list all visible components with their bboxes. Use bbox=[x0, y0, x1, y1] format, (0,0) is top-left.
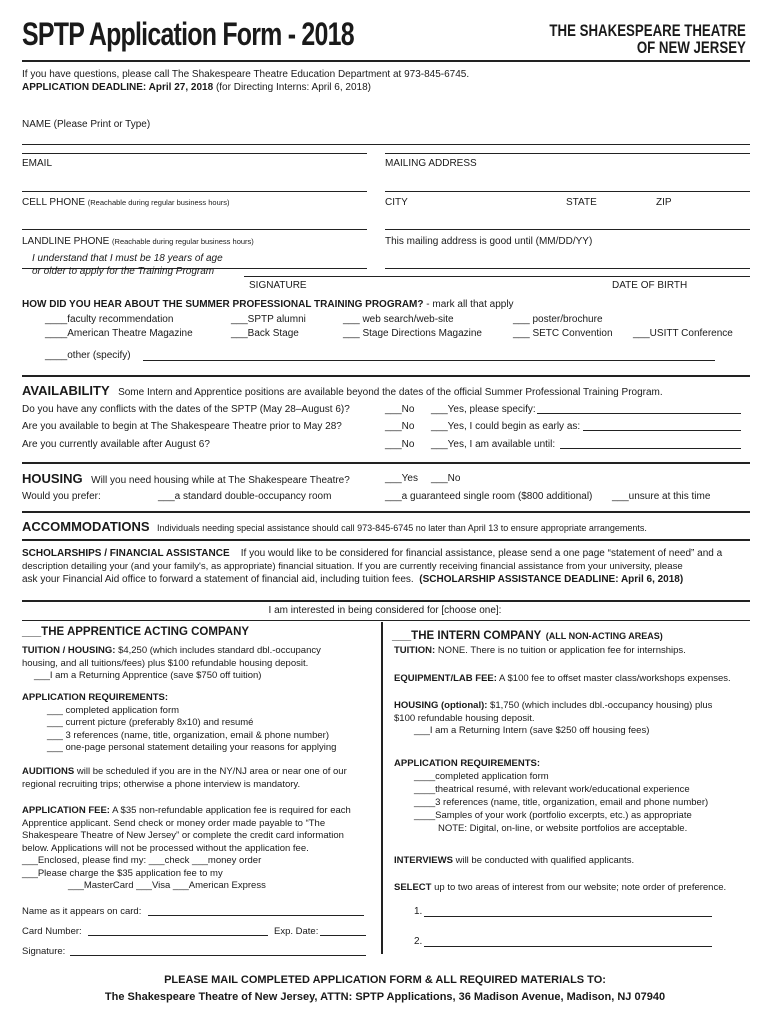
intern-tuition-label: TUITION: bbox=[394, 645, 436, 656]
interest-rule bbox=[22, 600, 750, 602]
availability-q1-no[interactable]: ___No bbox=[385, 404, 415, 415]
interest-prompt: I am interested in being considered for [choose one]: bbox=[268, 605, 502, 616]
intern-equipment-text: A $100 fee to offset master class/workshops expenses. bbox=[499, 673, 731, 684]
hear-back-stage[interactable]: ___Back Stage bbox=[231, 328, 299, 339]
fee-enclosed[interactable]: ___Enclosed, please find my: ___check ___money order bbox=[22, 855, 262, 866]
hear-faculty[interactable]: ____faculty recommendation bbox=[45, 314, 174, 325]
auditions-line-2: regional recruiting trips; otherwise a phone interview is mandatory. bbox=[22, 778, 301, 790]
housing-heading: HOUSING bbox=[22, 471, 83, 486]
apprentice-auditions bbox=[22, 766, 377, 791]
landline-field-top bbox=[22, 229, 367, 230]
intern-heading[interactable]: ___THE INTERN COMPANY bbox=[392, 630, 542, 642]
city-label: CITY bbox=[385, 197, 408, 208]
accommodations-heading: ACCOMMODATIONS bbox=[22, 519, 150, 534]
intern-equipment-label: EQUIPMENT/LAB FEE: bbox=[394, 673, 497, 684]
hear-poster[interactable]: ___ poster/brochure bbox=[513, 314, 603, 325]
availability-q2-yes[interactable]: ___Yes, I could begin as early as: bbox=[431, 421, 581, 432]
footer-line-1: PLEASE MAIL COMPLETED APPLICATION FORM & ALL REQUIRED MATERIALS TO: bbox=[164, 974, 606, 986]
availability-q2-field[interactable] bbox=[583, 430, 741, 431]
intern-interviews-text: will be conducted with qualified applicants. bbox=[455, 855, 635, 866]
housing-question: Will you need housing while at The Shakespeare Theatre? bbox=[91, 475, 350, 486]
intern-req-2[interactable]: ____theatrical resumé, with relevant work/educational experience bbox=[414, 784, 690, 795]
scholarships-line-1: If you would like to be considered for financial assistance, please send a one page “statement of need” and a bbox=[240, 548, 723, 559]
intern-req-4[interactable]: ____Samples of your work (portfolio excerpts, etc.) as appropriate bbox=[414, 810, 692, 821]
housing-rule bbox=[22, 462, 750, 464]
landline-label bbox=[22, 236, 254, 247]
apprentice-tuition-2: housing, and all tuitions/fees) plus $100 refundable housing deposit. bbox=[22, 657, 309, 669]
cell-phone-text: CELL PHONE bbox=[22, 197, 85, 208]
intern-heading-row bbox=[392, 626, 663, 644]
choice-2-label: 2. bbox=[414, 936, 423, 947]
intern-tuition bbox=[394, 645, 686, 656]
intern-interviews bbox=[394, 855, 634, 866]
availability-header bbox=[22, 382, 663, 400]
intern-requirements bbox=[394, 757, 750, 835]
city-state-zip-field[interactable] bbox=[385, 229, 750, 230]
housing-no[interactable]: ___No bbox=[431, 473, 461, 484]
availability-q1: Do you have any conflicts with the dates of the SPTP (May 28–August 6)? bbox=[22, 404, 350, 415]
hear-setc[interactable]: ___ SETC Convention bbox=[513, 328, 613, 339]
fee-line-2: Apprentice applicant. Send check or money order made payable to “The bbox=[22, 817, 326, 829]
intern-req-note: NOTE: Digital, on-line, or website portfolios are acceptable. bbox=[438, 823, 688, 834]
card-signature-label: Signature: bbox=[22, 946, 66, 957]
signature-field[interactable] bbox=[244, 276, 750, 277]
apprentice-heading[interactable]: ___THE APPRENTICE ACTING COMPANY bbox=[22, 626, 250, 638]
intern-select-label: SELECT bbox=[394, 882, 432, 893]
hear-other[interactable]: ____other (specify) bbox=[45, 350, 131, 361]
fee-card-types[interactable]: ___MasterCard ___Visa ___American Express bbox=[68, 880, 266, 891]
org-line-2: OF NEW JERSEY bbox=[636, 38, 746, 57]
cell-phone-label bbox=[22, 197, 230, 208]
apprentice-req-2[interactable]: ___ current picture (preferably 8x10) and resumé bbox=[47, 717, 254, 728]
apprentice-requirements bbox=[22, 692, 377, 755]
scholarships-line-3: ask your Financial Aid office to forward a statement of financial aid, including tuition fees. bbox=[22, 574, 414, 585]
housing-prefer: Would you prefer: bbox=[22, 491, 101, 502]
intern-returning[interactable]: ___I am a Returning Intern (save $250 off housing fees) bbox=[414, 725, 650, 736]
choice-2-field[interactable] bbox=[424, 946, 712, 947]
card-number-field[interactable] bbox=[88, 935, 268, 936]
apprentice-fee bbox=[22, 805, 377, 893]
hear-sptp-alumni[interactable]: ___SPTP alumni bbox=[231, 314, 306, 325]
cell-phone-note: (Reachable during regular business hours) bbox=[87, 198, 230, 207]
scholarships-block bbox=[22, 547, 750, 586]
hear-question-text: HOW DID YOU HEAR ABOUT THE SUMMER PROFESSIONAL TRAINING PROGRAM? bbox=[22, 299, 424, 310]
email-field[interactable] bbox=[22, 153, 367, 154]
availability-q1-field[interactable] bbox=[537, 413, 741, 414]
housing-double[interactable]: ___a standard double-occupancy room bbox=[158, 491, 332, 502]
fee-charge[interactable]: ___Please charge the $35 application fee to my bbox=[22, 867, 223, 879]
apprentice-tuition-label: TUITION / HOUSING: bbox=[22, 645, 116, 656]
availability-q2: Are you available to begin at The Shakespeare Theatre prior to May 28? bbox=[22, 421, 342, 432]
name-on-card-field[interactable] bbox=[148, 915, 364, 916]
availability-q1-yes[interactable]: ___Yes, please specify: bbox=[431, 404, 536, 415]
deadline bbox=[22, 82, 371, 93]
accommodations-header bbox=[22, 518, 647, 536]
availability-q3: Are you currently available after August 6? bbox=[22, 439, 210, 450]
availability-rule bbox=[22, 375, 750, 377]
name-on-card-label: Name as it appears on card: bbox=[22, 906, 142, 917]
housing-unsure[interactable]: ___unsure at this time bbox=[612, 491, 711, 502]
header-rule bbox=[22, 60, 750, 62]
hear-american-theatre[interactable]: ____American Theatre Magazine bbox=[45, 328, 193, 339]
landline-text: LANDLINE PHONE bbox=[22, 236, 110, 247]
name-field[interactable] bbox=[22, 144, 750, 145]
cell-phone-field[interactable] bbox=[22, 191, 367, 192]
accommodations-rule bbox=[22, 511, 750, 513]
availability-heading: AVAILABILITY bbox=[22, 383, 110, 398]
intern-housing-1: $1,750 (which includes dbl.-occupancy housing) plus bbox=[490, 700, 713, 711]
footer-line-2: The Shakespeare Theatre of New Jersey, ATTN: SPTP Applications, 36 Madison Avenue, Madison, NJ 07940 bbox=[104, 991, 666, 1003]
fee-line-1: A $35 non-refundable application fee is required for each bbox=[112, 805, 351, 816]
housing-yes[interactable]: ___Yes bbox=[385, 473, 418, 484]
apprentice-req-4[interactable]: ___ one-page personal statement detailing your reasons for applying bbox=[47, 742, 337, 753]
housing-header bbox=[22, 470, 350, 488]
deadline-label: APPLICATION DEADLINE: April 27, 2018 bbox=[22, 82, 214, 93]
availability-q2-no[interactable]: ___No bbox=[385, 421, 415, 432]
age-notice-line-2: or older to apply for the Training Program bbox=[32, 266, 215, 277]
org-line-1: THE SHAKESPEARE THEATRE bbox=[549, 21, 746, 40]
intern-housing-label: HOUSING (optional): bbox=[394, 700, 488, 711]
card-number-label: Card Number: bbox=[22, 926, 82, 937]
apprentice-tuition-1: $4,250 (which includes standard dbl.-occupancy bbox=[118, 645, 321, 656]
signature-label: SIGNATURE bbox=[249, 280, 307, 291]
mailing-address-field-2[interactable] bbox=[385, 191, 750, 192]
good-until-label: This mailing address is good until (MM/DD/YY) bbox=[385, 236, 593, 247]
intern-interviews-label: INTERVIEWS bbox=[394, 855, 453, 866]
intern-heading-note: (ALL NON-ACTING AREAS) bbox=[545, 631, 663, 641]
organization-name bbox=[550, 22, 746, 56]
mailing-address-field[interactable] bbox=[385, 153, 750, 154]
apprentice-tuition bbox=[22, 645, 377, 683]
hear-other-field[interactable] bbox=[143, 360, 715, 361]
availability-q3-no[interactable]: ___No bbox=[385, 439, 415, 450]
dob-label: DATE OF BIRTH bbox=[612, 280, 688, 291]
accommodations-text: Individuals needing special assistance should call 973-845-6745 no later than April 13 to ensure appropriate arrangements. bbox=[157, 523, 647, 533]
fee-label: APPLICATION FEE: bbox=[22, 805, 110, 816]
availability-intro: Some Intern and Apprentice positions are available beyond the dates of the official Summer Professional Training Program. bbox=[118, 387, 663, 398]
deadline-note: (for Directing Interns: April 6, 2018) bbox=[215, 82, 372, 93]
availability-q3-field[interactable] bbox=[560, 448, 741, 449]
apprentice-returning[interactable]: ___I am a Returning Apprentice (save $750 off tuition) bbox=[34, 670, 262, 681]
form-title: SPTP Application Form - 2018 bbox=[22, 16, 354, 52]
intern-housing-2: $100 refundable housing deposit. bbox=[394, 712, 535, 724]
state-label: STATE bbox=[566, 197, 597, 208]
housing-single[interactable]: ___a guaranteed single room ($800 additional) bbox=[385, 491, 593, 502]
intern-req-label: APPLICATION REQUIREMENTS: bbox=[394, 758, 541, 769]
hear-web[interactable]: ___ web search/web-site bbox=[343, 314, 454, 325]
exp-date-label: Exp. Date: bbox=[274, 926, 319, 937]
age-notice bbox=[32, 252, 223, 278]
hear-usitt[interactable]: ___USITT Conference bbox=[633, 328, 733, 339]
interest-rule-2 bbox=[22, 620, 750, 621]
scholarships-line-2: description detailing your (and your family's, as appropriate) financial situation. If you are currently receiving financial assistance from your university, please bbox=[22, 561, 683, 572]
availability-q3-yes[interactable]: ___Yes, I am available until: bbox=[431, 439, 556, 450]
intern-req-3[interactable]: ____3 references (name, title, organization, email and phone number) bbox=[414, 797, 709, 808]
hear-question-note: - mark all that apply bbox=[426, 299, 514, 310]
good-until-field[interactable] bbox=[385, 268, 750, 269]
fee-line-4: below. Applications will not be processed without the application fee. bbox=[22, 842, 309, 854]
choice-1-field[interactable] bbox=[424, 916, 712, 917]
age-notice-line-1: I understand that I must be 18 years of age bbox=[32, 253, 223, 264]
scholarships-deadline: (SCHOLARSHIP ASSISTANCE DEADLINE: April 6, 2018) bbox=[419, 574, 684, 585]
apprentice-req-label: APPLICATION REQUIREMENTS: bbox=[22, 692, 169, 703]
intern-req-1[interactable]: ____completed application form bbox=[414, 771, 549, 782]
scholarships-heading: SCHOLARSHIPS / FINANCIAL ASSISTANCE bbox=[22, 548, 230, 559]
card-signature-field[interactable] bbox=[70, 955, 366, 956]
landline-note: (Reachable during regular business hours) bbox=[112, 237, 254, 246]
auditions-label: AUDITIONS bbox=[22, 766, 75, 777]
hear-question bbox=[22, 299, 514, 310]
mailing-address-label: MAILING ADDRESS bbox=[385, 158, 477, 169]
auditions-line-1: will be scheduled if you are in the NY/NJ area or near one of our bbox=[76, 766, 347, 777]
exp-date-field[interactable] bbox=[320, 935, 366, 936]
fee-line-3: Shakespeare Theatre of New Jersey” or complete the credit card information bbox=[22, 830, 344, 841]
intern-tuition-text: NONE. There is no tuition or application fee for internships. bbox=[437, 645, 686, 656]
scholarships-rule bbox=[22, 539, 750, 541]
contact-info: If you have questions, please call The Shakespeare Theatre Education Department at 973-845-6745. bbox=[22, 69, 470, 80]
intern-select-text: up to two areas of interest from our website; note order of preference. bbox=[434, 882, 727, 893]
column-divider bbox=[381, 622, 383, 954]
choice-1-label: 1. bbox=[414, 906, 423, 917]
apprentice-req-3[interactable]: ___ 3 references (name, title, organization, email & phone number) bbox=[47, 729, 329, 741]
intern-housing bbox=[394, 700, 750, 738]
intern-equipment bbox=[394, 673, 731, 684]
apprentice-req-1[interactable]: ___ completed application form bbox=[47, 704, 180, 716]
hear-stage-directions[interactable]: ___ Stage Directions Magazine bbox=[343, 328, 482, 339]
name-label: NAME (Please Print or Type) bbox=[22, 119, 151, 130]
email-label: EMAIL bbox=[22, 158, 53, 169]
zip-label: ZIP bbox=[656, 197, 672, 208]
intern-select bbox=[394, 882, 726, 893]
